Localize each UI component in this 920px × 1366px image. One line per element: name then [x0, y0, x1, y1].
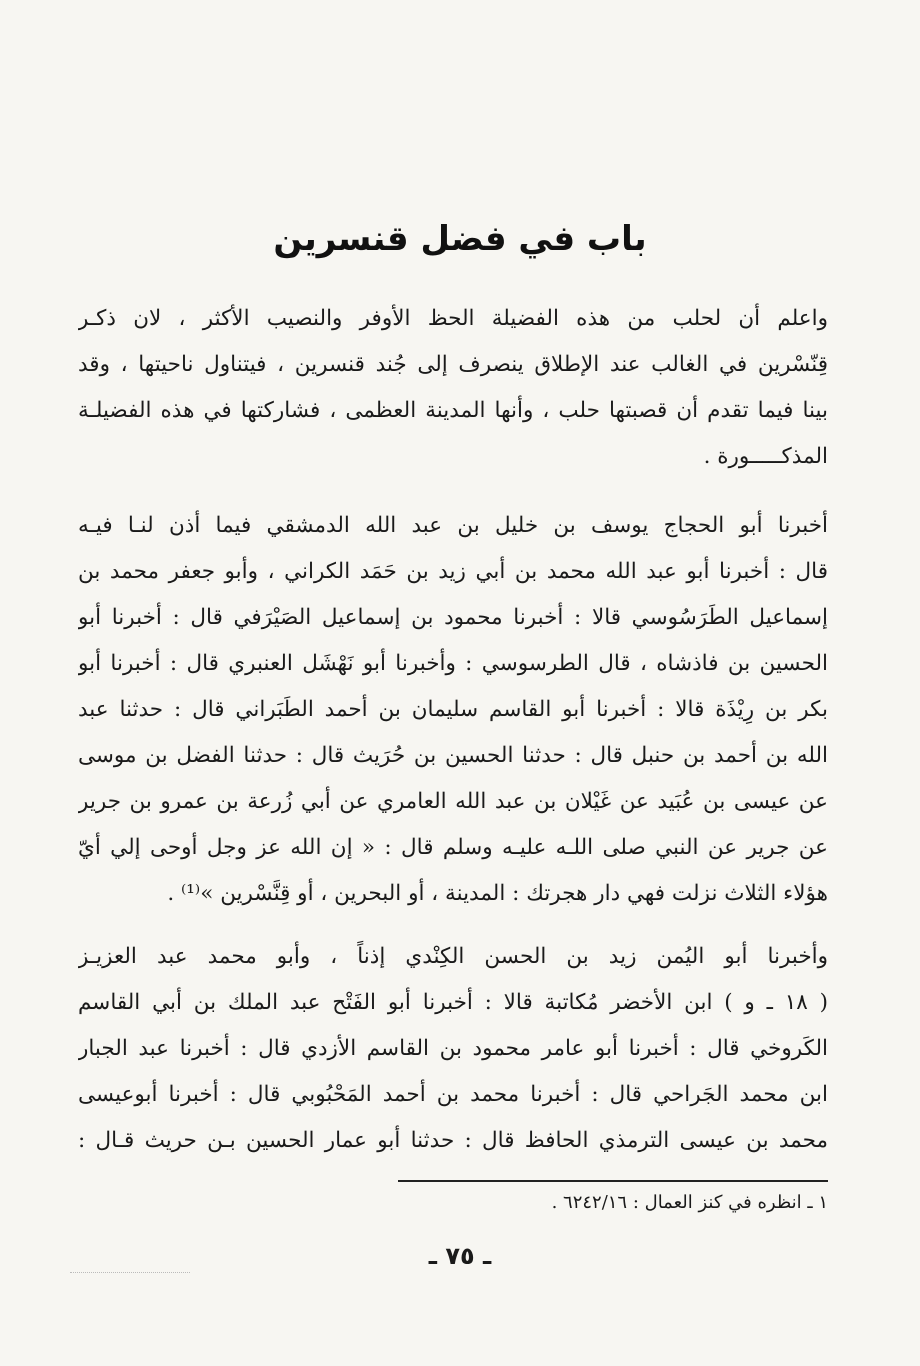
text-line: قال : أخبرنا أبو عبد الله محمد بن أبي زيد بن حَمَد الكراني ، وأبو جعفر محمد بن [78, 559, 828, 584]
text-line: أخبرنا أبو الحجاج يوسف بن خليل بن عبد الله الدمشقي فيما أذن لنـا فيـه [78, 513, 828, 538]
text-line: ابن محمد الجَراحي قال : أخبرنا محمد بن أحمد المَحْبُوبي قال : أخبرنا أبوعيسى [78, 1082, 828, 1107]
scan-artifact [70, 1272, 190, 1273]
paragraph-2 [78, 503, 828, 917]
text-line: واعلم أن لحلب من هذه الفضيلة الحظ الأوفر والنصيب الأكثر ، لان ذكـر [78, 306, 828, 331]
text-line: محمد بن عيسى الترمذي الحافظ قال : حدثنا أبو عمار الحسين بـن حريث قـال : [78, 1128, 828, 1153]
footnote-divider [398, 1180, 828, 1182]
chapter-title: باب في فضل قنسرين [273, 219, 647, 259]
text-line: بكر بن رِيْذَة قالا : أخبرنا أبو القاسم سليمان بن أحمد الطَبَراني قال : حدثنا عبد [78, 697, 828, 722]
text-line: ( ١٨ ـ و ) ابن الأخضر مُكاتبة قالا : أخبرنا أبو الفَتْح عبد الملك بن أبي القاسم [78, 990, 828, 1015]
page-number: ـ ٧٥ ـ [428, 1242, 492, 1270]
paragraph-3 [78, 934, 828, 1164]
text-line: قِنّسْرين في الغالب عند الإطلاق ينصرف إلى جُند قنسرين ، فيتناول ناحيتها ، وقد [78, 352, 828, 377]
text-line: الكَروخي قال : أخبرنا أبو عامر محمود بن القاسم الأزدي قال : أخبرنا عبد الجبار [78, 1036, 828, 1061]
footnote: ١ ـ انظره في كنز العمال : ٦٢٤٢/١٦ . [551, 1192, 828, 1213]
text-line: بينا فيما تقدم أن قصبتها حلب ، وأنها المدينة العظمى ، فشاركتها في هذه الفضيلـة [78, 398, 828, 423]
text-line: عن عيسى بن عُبَيد عن غَيْلان بن عبد الله العامري عن أبي زُرعة بن عمرو بن جرير [78, 789, 828, 814]
text-line: إسماعيل الطَرَسُوسي قالا : أخبرنا محمود بن إسماعيل الصَيْرَفي قال : أخبرنا أبو [78, 605, 828, 630]
text-line: هؤلاء الثلاث نزلت فهي دار هجرتك : المدينة ، أو البحرين ، أو قِنَّسْرين »⁽¹⁾ . [167, 881, 828, 906]
text-line: الله بن أحمد بن حنبل قال : حدثنا الحسين بن حُرَيث قال : حدثنا الفضل بن موسى [78, 743, 828, 768]
text-line: الحسين بن فاذشاه ، قال الطرسوسي : وأخبرنا أبو نَهْشَل العنبري قال : أخبرنا أبو [78, 651, 828, 676]
text-line: المذكـــــورة . [703, 444, 828, 469]
text-line: وأخبرنا أبو اليُمن زيد بن الحسن الكِنْدي إذناً ، وأبو محمد عبد العزيـز [78, 944, 828, 969]
text-line: عن جرير عن النبي صلى اللـه عليـه وسلم قال : « إن الله عز وجل أوحى إلي أيّ [78, 835, 828, 860]
paragraph-1 [78, 296, 828, 480]
